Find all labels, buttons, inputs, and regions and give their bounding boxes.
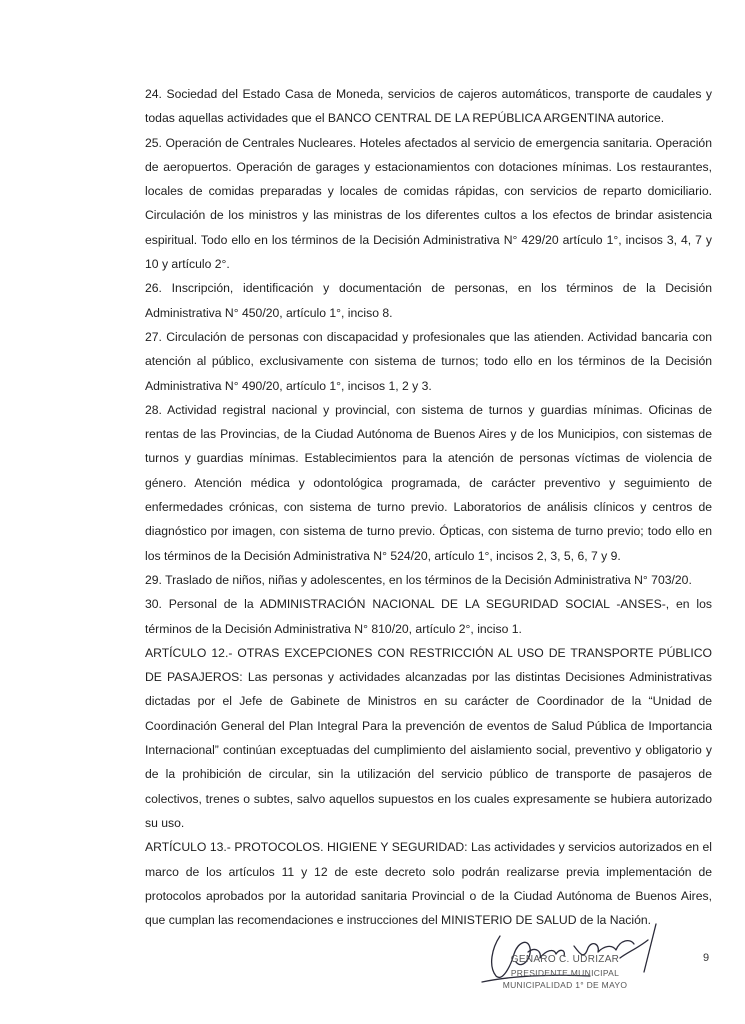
paragraph-article-13: ARTÍCULO 13.- PROTOCOLOS. HIGIENE Y SEGURIDAD: Las actividades y servicios autorizados en el marco de los artículos 11 y 12 de este decreto solo podrán realizarse previa implementación de protocolos aprobados por la autoridad sanitaria Provincial o de la Ciudad Autónoma de Buenos Aires, que cumplan las recomendaciones e instrucciones del MINISTERIO DE SALUD de la Nación. bbox=[145, 840, 712, 928]
paragraph-item-28: 28. Actividad registral nacional y provincial, con sistema de turnos y guardias mínimas. Oficinas de rentas de las Provincias, de la Ciudad Autónoma de Buenos Aires y de los Municipios, con sistemas de turnos y guardias mínimas. Establecimientos para la atención de personas víctimas de violencia de género. Atención médica y odontológica programada, de carácter preventivo y seguimiento de enfermedades crónicas, con sistema de turno previo. Laboratorios de análisis clínicos y centros de diagnóstico por imagen, con sistema de turno previo. Ópticas, con sistema de turno previo; todo ello en los términos de la Decisión Administrativa N° 524/20, artículo 1°, incisos 2, 3, 5, 6, 7 y 9. bbox=[145, 402, 712, 563]
paragraph-item-29: 29. Traslado de niños, niñas y adolescentes, en los términos de la Decisión Administrativa N° 703/20. bbox=[145, 572, 692, 587]
page-number: 9 bbox=[703, 952, 710, 964]
stamp-municipality: MUNICIPALIDAD 1° DE MAYO bbox=[502, 980, 628, 990]
paragraph-item-25: 25. Operación de Centrales Nucleares. Hoteles afectados al servicio de emergencia sanitaria. Operación de aeropuertos. Operación de garages y estacionamientos con dotaciones mínimas. Los restaurantes, locales de comidas preparadas y locales de comidas rápidas, con servicios de reparto domiciliario. Circulación de los ministros y las ministras de los diferentes cultos a los efectos de brindar asistencia espiritual. Todo ello en los términos de la Decisión Administrativa N° 429/20 artículo 1°, incisos 3, 4, 7 y 10 y artículo 2°. bbox=[145, 135, 712, 272]
paragraph-item-30: 30. Personal de la ADMINISTRACIÓN NACIONAL DE LA SEGURIDAD SOCIAL -ANSES-, en los términos de la Decisión Administrativa N° 810/20, artículo 2°, inciso 1. bbox=[145, 597, 712, 636]
stamp-role: PRESIDENTE MUNICIPAL bbox=[510, 968, 620, 978]
document-body bbox=[145, 82, 712, 932]
paragraph-article-12: ARTÍCULO 12.- OTRAS EXCEPCIONES CON RESTRICCIÓN AL USO DE TRANSPORTE PÚBLICO DE PASAJEROS: Las personas y actividades alcanzadas por las distintas Decisiones Administrativas dictadas por el Jefe de Gabinete de Ministros en su carácter de Coordinador de la “Unidad de Coordinación General del Plan Integral Para la prevención de eventos de Salud Pública de Importancia Internacional” continúan exceptuadas del cumplimiento del aislamiento social, preventivo y obligatorio y de la prohibición de circular, sin la utilización del servicio público de transporte de pasajeros de colectivos, trenes o subtes, salvo aquellos supuestos en los cuales expresamente se hubiera autorizado su uso. bbox=[145, 645, 712, 830]
signature-block bbox=[470, 918, 670, 998]
paragraph-item-26: 26. Inscripción, identificación y documentación de personas, en los términos de la Decisión Administrativa N° 450/20, artículo 1°, inciso 8. bbox=[145, 281, 712, 320]
paragraph-item-24: 24. Sociedad del Estado Casa de Moneda, servicios de cajeros automáticos, transporte de caudales y todas aquellas actividades que el BANCO CENTRAL DE LA REPÚBLICA ARGENTINA autorice. bbox=[145, 87, 712, 126]
stamp-name: GENARO C. UDRIZAR bbox=[510, 954, 620, 965]
paragraph-item-27: 27. Circulación de personas con discapacidad y profesionales que las atienden. Actividad bancaria con atención al público, exclusivamente con sistema de turnos; todo ello en los términos de la Decisión Administrativa N° 490/20, artículo 1°, incisos 1, 2 y 3. bbox=[145, 329, 712, 393]
